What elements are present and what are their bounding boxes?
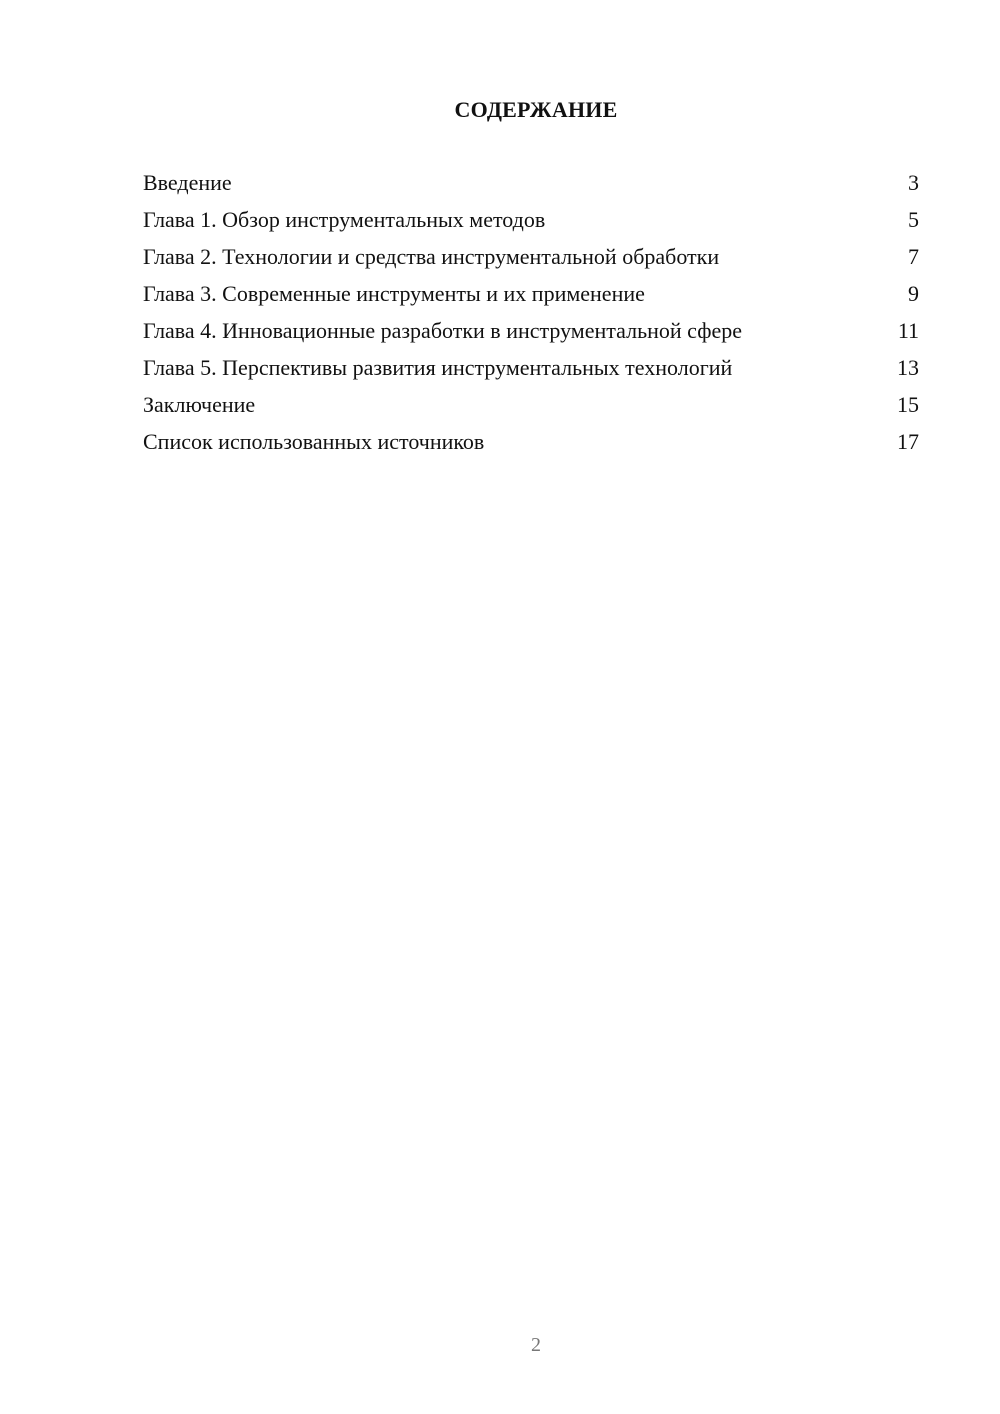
- toc-item-chapter-5[interactable]: [143, 355, 919, 392]
- toc-item-chapter-3[interactable]: [143, 281, 919, 318]
- table-of-contents: [143, 170, 919, 466]
- toc-item-label: Заключение: [143, 392, 256, 417]
- toc-item-page: 13: [897, 355, 919, 380]
- toc-item-page: 15: [897, 392, 919, 417]
- toc-item-label: Введение: [143, 170, 232, 195]
- toc-item-chapter-2[interactable]: [143, 244, 919, 281]
- toc-item-label: Глава 3. Современные инструменты и их применение: [143, 281, 645, 306]
- toc-item-chapter-4[interactable]: [143, 318, 919, 355]
- toc-item-page: 5: [908, 207, 919, 232]
- toc-item-references[interactable]: [143, 429, 919, 466]
- toc-item-label: Глава 5. Перспективы развития инструментальных технологий: [143, 355, 733, 380]
- toc-item-page: 17: [897, 429, 919, 454]
- toc-item-label: Список использованных источников: [143, 429, 485, 454]
- toc-item-page: 7: [908, 244, 919, 269]
- toc-item-introduction[interactable]: [143, 170, 919, 207]
- toc-item-conclusion[interactable]: [143, 392, 919, 429]
- page-number: 2: [531, 1334, 541, 1356]
- toc-item-page: 9: [908, 281, 919, 306]
- toc-item-page: 3: [908, 170, 919, 195]
- toc-item-chapter-1[interactable]: [143, 207, 919, 244]
- toc-item-label: Глава 4. Инновационные разработки в инструментальной сфере: [143, 318, 742, 343]
- toc-item-page: 11: [897, 318, 919, 343]
- toc-item-label: Глава 2. Технологии и средства инструментальной обработки: [143, 244, 720, 269]
- page-title: СОДЕРЖАНИЕ: [454, 97, 618, 122]
- toc-item-label: Глава 1. Обзор инструментальных методов: [143, 207, 546, 232]
